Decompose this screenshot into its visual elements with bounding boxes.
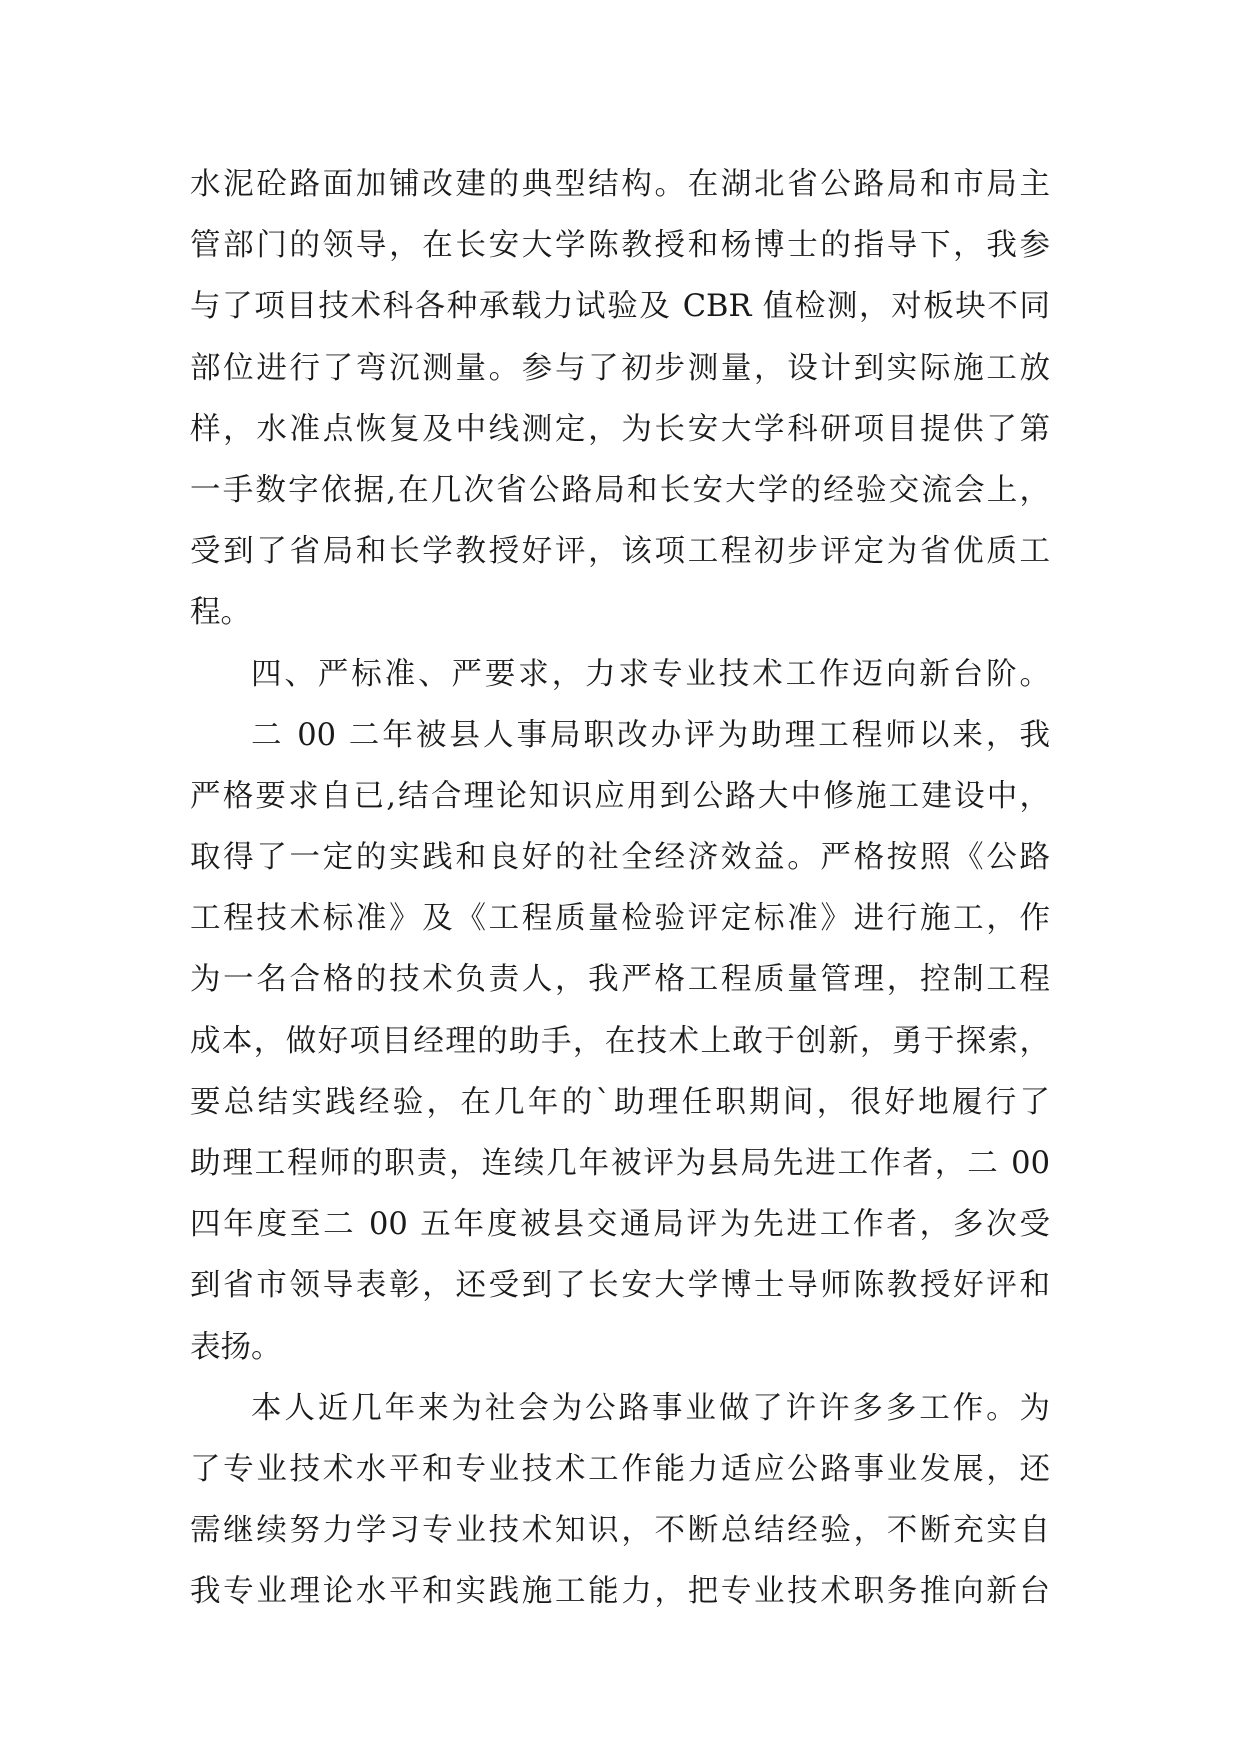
text-line: 我专业理论水平和实践施工能力，把专业技术职务推向新台	[190, 1574, 1050, 1610]
text-line: 本人近几年来为社会为公路事业做了许许多多工作。为	[251, 1390, 1050, 1426]
text-line: 水泥砼路面加铺改建的典型结构。在湖北省公路局和市局主	[190, 167, 1050, 202]
text-line: 为一名合格的技术负责人，我严格工程质量管理，控制工程	[190, 962, 1050, 998]
text-line: 助理工程师的职责，连续几年被评为县局先进工作者，二 00	[190, 1146, 1050, 1181]
text-line: 管部门的领导，在长安大学陈教授和杨博士的指导下，我参	[190, 228, 1050, 264]
text-line: 部位进行了弯沉测量。参与了初步测量，设计到实际施工放	[190, 350, 1050, 386]
text-line: 表扬。	[190, 1329, 282, 1365]
text-line: 成本，做好项目经理的助手，在技术上敢于创新，勇于探索，	[190, 1023, 1050, 1059]
text-line: 要总结实践经验，在几年的`助理任职期间，很好地履行了	[190, 1084, 1050, 1120]
text-line: 需继续努力学习专业技术知识，不断总结经验，不断充实自	[190, 1513, 1050, 1549]
text-line: 二 00 二年被县人事局职改办评为助理工程师以来，我	[251, 717, 1050, 753]
text-line: 工程技术标准》及《工程质量检验评定标准》进行施工，作	[190, 901, 1050, 937]
text-line: 一手数字依据,在几次省公路局和长安大学的经验交流会上，	[190, 472, 1050, 508]
text-line: 四年度至二 00 五年度被县交通局评为先进工作者，多次受	[190, 1207, 1050, 1243]
text-line: 取得了一定的实践和良好的社全经济效益。严格按照《公路	[190, 840, 1050, 876]
text-line: 受到了省局和长学教授好评，该项工程初步评定为省优质工	[190, 534, 1050, 570]
text-line: 与了项目技术科各种承载力试验及 CBR 值检测，对板块不同	[190, 289, 1050, 325]
body-text	[190, 154, 1050, 1623]
text-line: 了专业技术水平和专业技术工作能力适应公路事业发展，还	[190, 1451, 1050, 1487]
text-line: 严格要求自已,结合理论知识应用到公路大中修施工建设中，	[190, 778, 1050, 814]
text-line: 到省市领导表彰，还受到了长安大学博士导师陈教授好评和	[190, 1268, 1050, 1304]
text-line: 样，水准点恢复及中线测定，为长安大学科研项目提供了第	[190, 411, 1050, 447]
text-line: 四、严标准、严要求，力求专业技术工作迈向新台阶。	[251, 656, 1050, 692]
text-line: 程。	[190, 595, 251, 631]
